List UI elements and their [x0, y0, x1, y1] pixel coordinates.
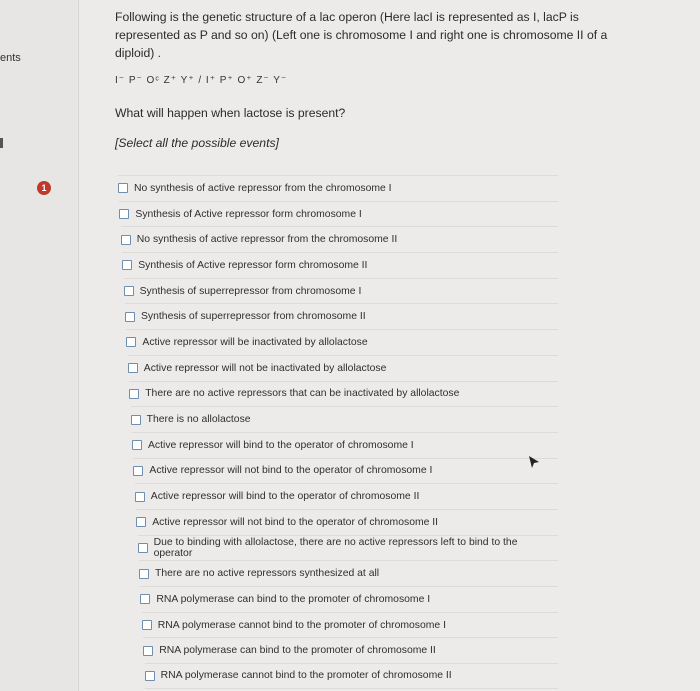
option-label: There is no allolactose — [146, 414, 251, 426]
divider — [78, 0, 79, 691]
option-label: RNA polymerase cannot bind to the promoter of chromosome II — [160, 670, 452, 682]
option-row[interactable] — [135, 483, 558, 509]
option-checkbox[interactable] — [129, 389, 139, 399]
option-row[interactable] — [133, 458, 558, 484]
question-instruction: [Select all the possible events] — [115, 136, 279, 150]
option-checkbox[interactable] — [121, 235, 131, 245]
option-row[interactable] — [119, 201, 558, 227]
option-row[interactable] — [125, 303, 558, 329]
option-checkbox[interactable] — [131, 415, 141, 425]
option-row[interactable] — [140, 586, 558, 612]
option-label: Active repressor will bind to the operator of chromosome II — [150, 491, 420, 503]
option-checkbox[interactable] — [136, 517, 146, 527]
option-label: Active repressor will not bind to the operator of chromosome I — [149, 465, 433, 477]
option-row[interactable] — [136, 509, 558, 535]
option-row[interactable] — [128, 355, 558, 381]
option-row[interactable] — [121, 226, 558, 252]
option-row[interactable] — [131, 406, 558, 432]
option-label: Active repressor will not bind to the operator of chromosome II — [152, 516, 439, 528]
option-label: There are no active repressors synthesized at all — [155, 568, 380, 580]
option-label: RNA polymerase can bind to the promoter of chromosome I — [156, 593, 431, 605]
option-checkbox[interactable] — [122, 260, 132, 270]
option-row[interactable] — [132, 432, 558, 458]
option-checkbox[interactable] — [138, 543, 148, 553]
option-label: Synthesis of Active repressor form chromosome I — [135, 208, 362, 220]
option-label: Synthesis of Active repressor form chromosome II — [138, 259, 368, 271]
option-row[interactable] — [138, 535, 558, 561]
option-label: RNA polymerase can bind to the promoter of chromosome II — [159, 645, 436, 657]
option-checkbox[interactable] — [124, 286, 134, 296]
option-label: There are no active repressors that can be inactivated by allolactose — [145, 388, 460, 400]
option-checkbox[interactable] — [139, 569, 149, 579]
option-row[interactable] — [124, 278, 558, 304]
question-intro: Following is the genetic structure of a lac operon (Here lacI is represented as I, lacP is represented as P and so on) (Left one is chromosome I and right one is chromosome II of a diploid) . — [115, 10, 608, 60]
option-label: RNA polymerase cannot bind to the promoter of chromosome I — [157, 619, 446, 631]
options-list — [118, 175, 558, 689]
option-label: Active repressor will not be inactivated by allolactose — [143, 362, 387, 374]
sidebar-label: ents — [0, 52, 21, 64]
option-checkbox[interactable] — [128, 363, 138, 373]
left-sidebar — [0, 0, 78, 691]
option-label: Synthesis of superrepressor from chromosome I — [139, 285, 362, 297]
option-row[interactable] — [122, 252, 558, 278]
option-checkbox[interactable] — [126, 337, 136, 347]
sidebar-marker — [0, 138, 3, 148]
option-label: Synthesis of superrepressor from chromosome II — [141, 311, 366, 323]
option-checkbox[interactable] — [143, 646, 153, 656]
option-checkbox[interactable] — [140, 594, 150, 604]
option-label: Active repressor will be inactivated by allolactose — [142, 336, 368, 348]
option-checkbox[interactable] — [132, 440, 142, 450]
option-row[interactable] — [142, 612, 558, 638]
question-block — [115, 8, 635, 152]
genotype-text: I⁻ P⁻ Oᶜ Z⁺ Y⁺ / I⁺ P⁺ O⁺ Z⁻ Y⁻ — [115, 75, 288, 86]
option-row[interactable] — [129, 381, 558, 407]
option-row[interactable] — [126, 329, 558, 355]
option-checkbox[interactable] — [118, 183, 128, 193]
question-prompt: What will happen when lactose is present? — [115, 106, 346, 120]
option-row[interactable] — [143, 637, 558, 663]
option-checkbox[interactable] — [119, 209, 129, 219]
mouse-cursor-icon — [527, 455, 541, 469]
option-checkbox[interactable] — [125, 312, 135, 322]
option-row[interactable] — [118, 175, 558, 201]
option-checkbox[interactable] — [145, 671, 155, 681]
question-number-badge: 1 — [37, 181, 51, 195]
option-row[interactable] — [145, 663, 558, 689]
option-row[interactable] — [139, 560, 558, 586]
option-checkbox[interactable] — [142, 620, 152, 630]
option-checkbox[interactable] — [133, 466, 143, 476]
option-label: Due to binding with allolactose, there are no active repressors left to bind to the operator — [153, 536, 518, 559]
option-label: No synthesis of active repressor from the chromosome I — [134, 182, 392, 194]
option-label: Active repressor will bind to the operator of chromosome I — [148, 439, 414, 451]
option-label: No synthesis of active repressor from the chromosome II — [136, 234, 398, 246]
option-checkbox[interactable] — [135, 492, 145, 502]
